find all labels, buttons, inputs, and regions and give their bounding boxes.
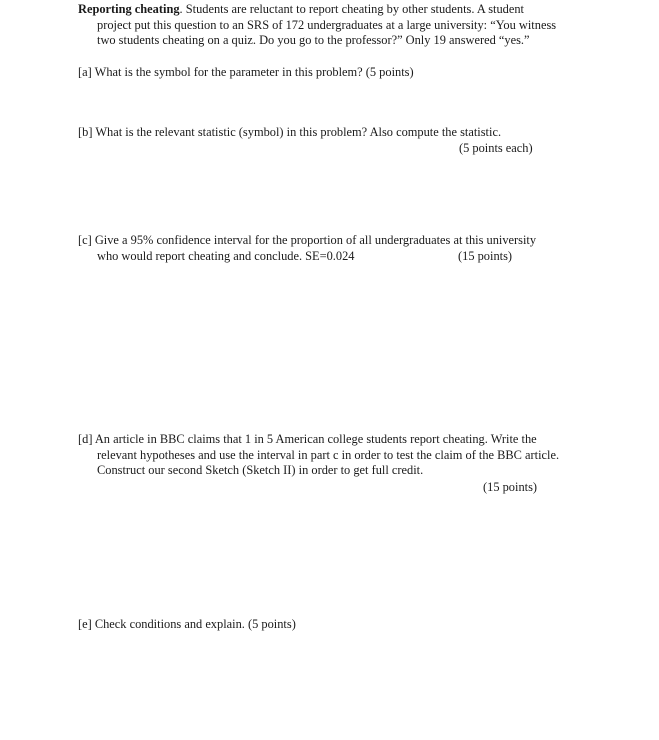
question-e-text: [e] Check conditions and explain. (5 points) <box>78 617 296 631</box>
question-a <box>78 65 618 81</box>
intro-heading: Reporting cheating <box>78 2 180 16</box>
intro-line-1 <box>78 2 618 18</box>
intro-line-1-rest: Students are reluctant to report cheating by other students. A student <box>182 2 524 16</box>
intro-heading-punct: . <box>179 2 183 16</box>
question-e <box>78 617 618 633</box>
question-b-text: [b] What is the relevant statistic (symbol) in this problem? Also compute the statistic. <box>78 125 502 139</box>
question-b <box>78 125 618 156</box>
question-a-text: [a] What is the symbol for the parameter in this problem? (5 points) <box>78 65 414 79</box>
question-d-text-3: Construct our second Sketch (Sketch II) in order to get full credit. <box>97 463 424 478</box>
question-d-text-1: [d] An article in BBC claims that 1 in 5 American college students report cheating. Write the <box>78 432 537 446</box>
question-d-text-2: relevant hypotheses and use the interval in part c in order to test the claim of the BBC article. <box>97 447 560 462</box>
question-c <box>78 233 618 264</box>
question-c-text-2: who would report cheating and conclude. SE=0.024 <box>97 248 355 263</box>
intro-paragraph <box>78 2 618 49</box>
question-b-points: (5 points each) <box>459 140 533 155</box>
intro-line-2: project put this question to an SRS of 172 undergraduates at a large university: “You witness <box>97 17 557 32</box>
question-d-points: (15 points) <box>483 479 538 494</box>
question-c-points: (15 points) <box>458 248 513 263</box>
question-c-text-1: [c] Give a 95% confidence interval for the proportion of all undergraduates at this university <box>78 233 537 247</box>
question-d <box>78 432 618 495</box>
intro-line-3: two students cheating on a quiz. Do you go to the professor?” Only 19 answered “yes.” <box>97 33 530 48</box>
